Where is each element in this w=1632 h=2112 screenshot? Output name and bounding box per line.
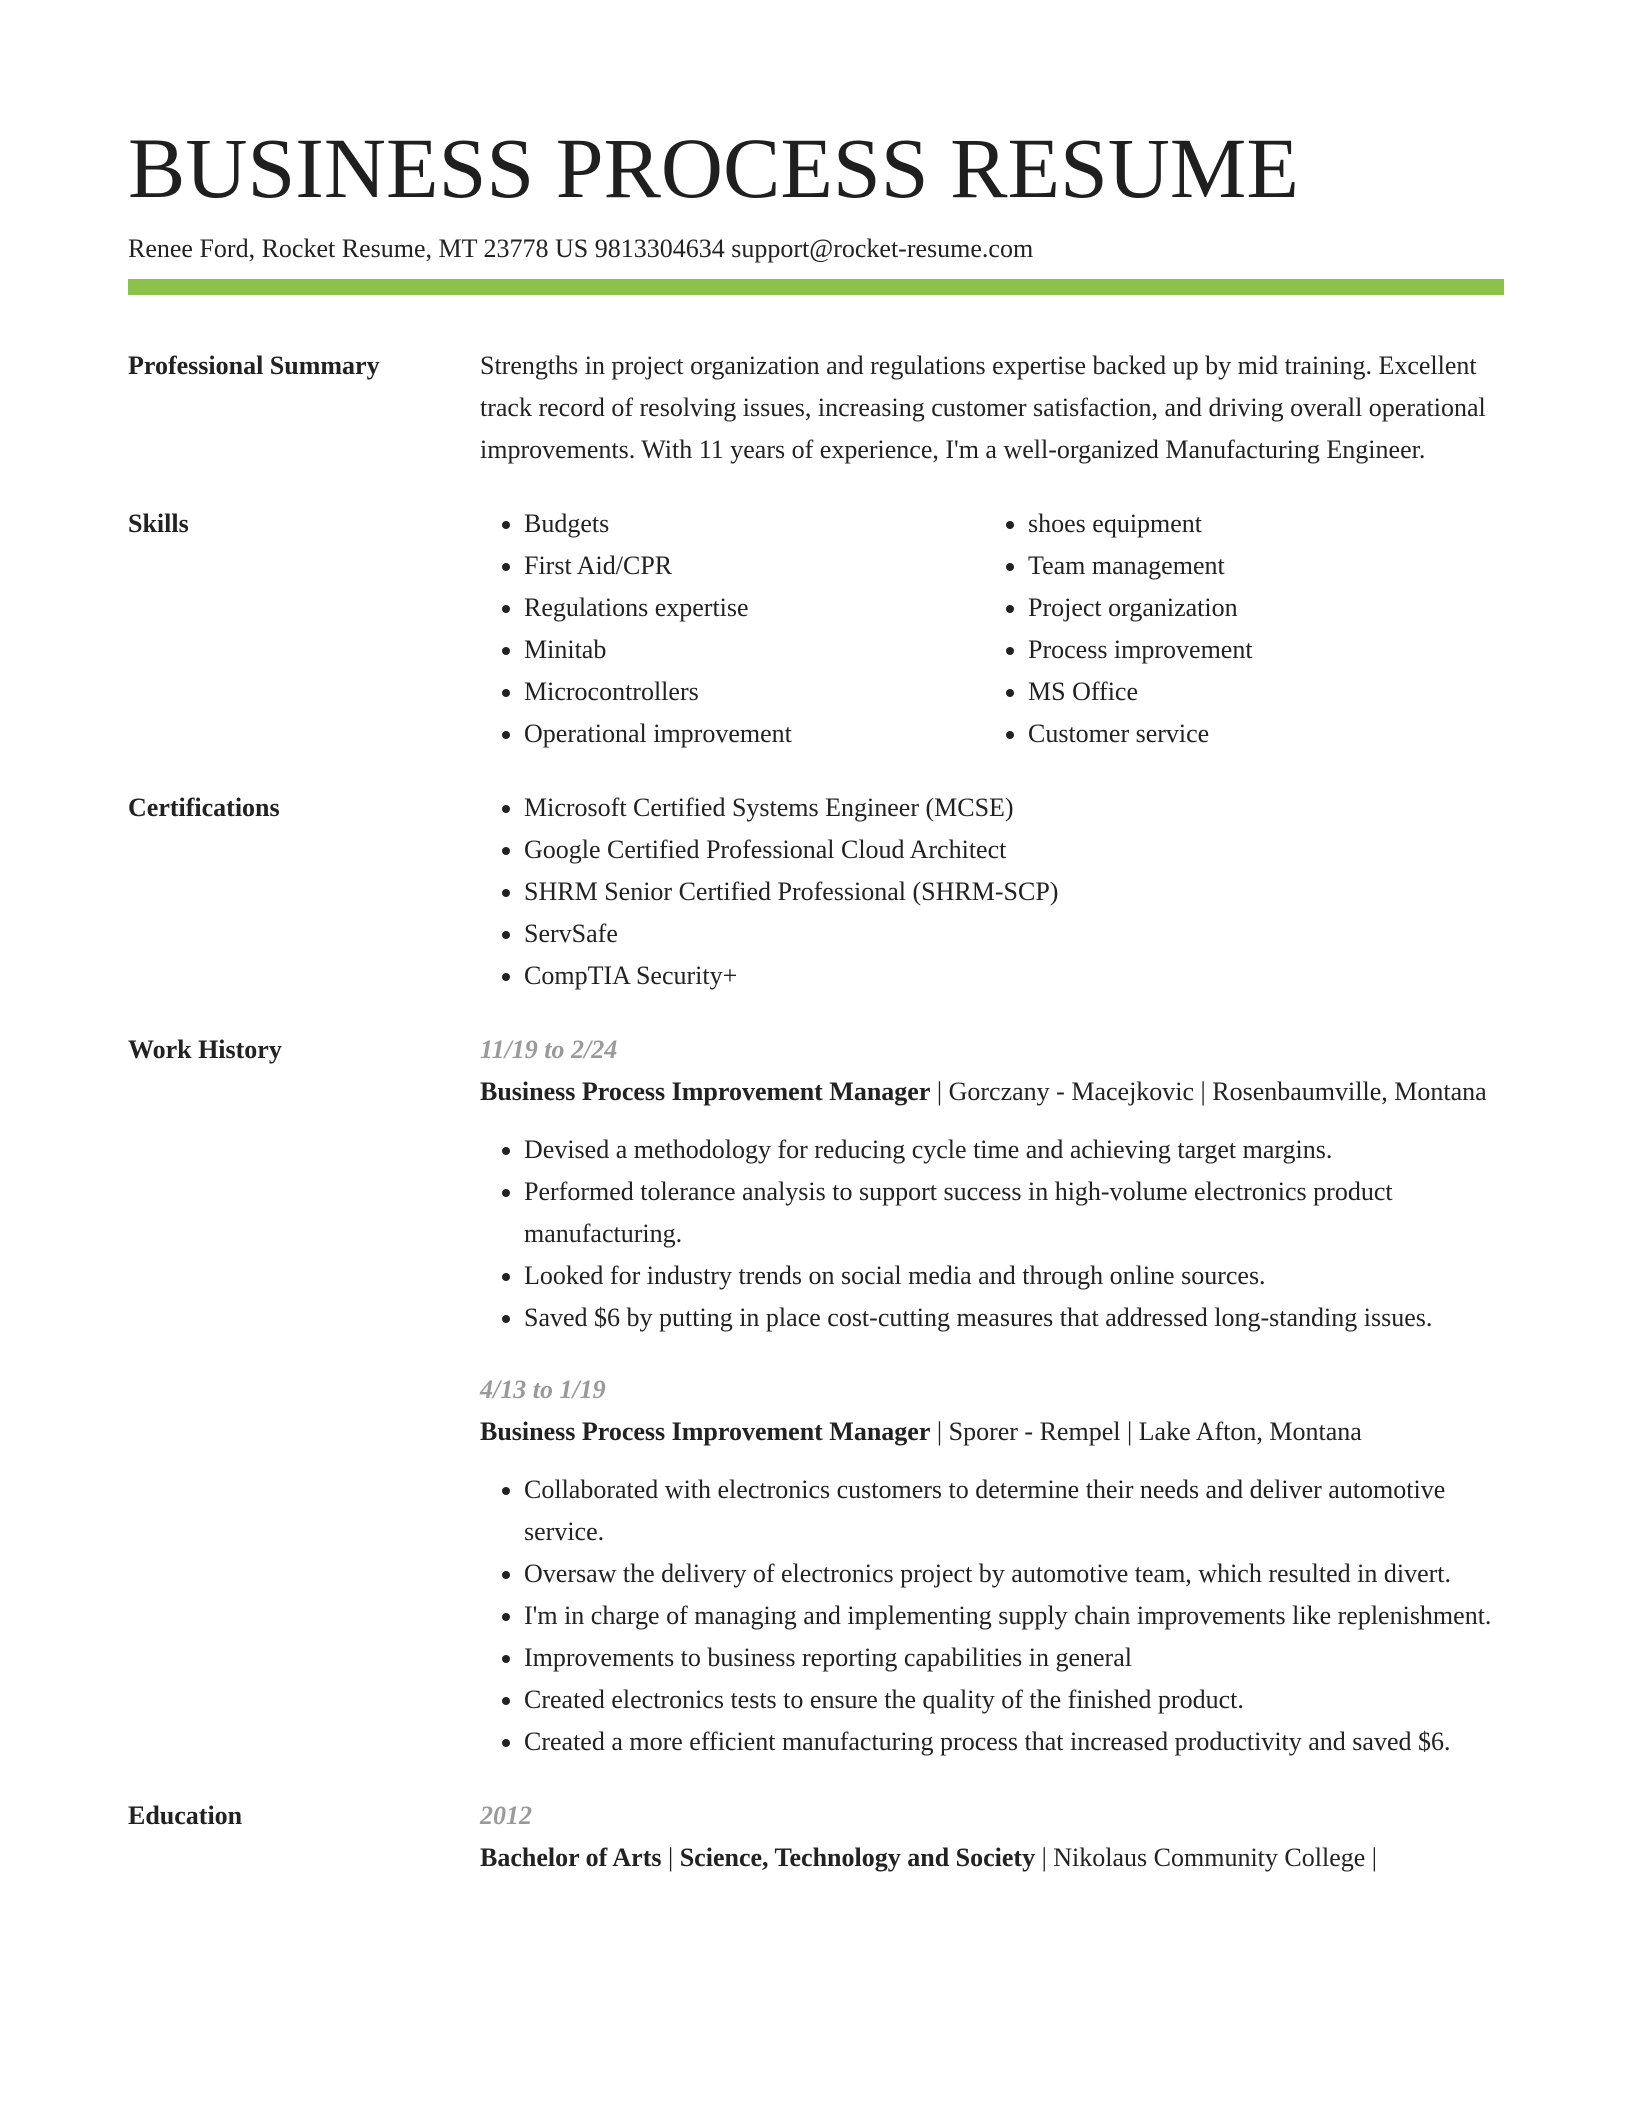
certifications-list [480, 787, 1504, 997]
job-heading [480, 1071, 1504, 1113]
resume-page [128, 0, 1504, 1879]
contact-line: Renee Ford, Rocket Resume, MT 23778 US 9813304634 support@rocket-resume.com [128, 234, 1034, 263]
certification-item: • SHRM Senior Certified Professional (SHRM-SCP) [524, 871, 1504, 913]
skills-list-right [984, 503, 1488, 755]
education-degree: Bachelor of Arts [480, 1843, 662, 1872]
summary-text: Strengths in project organization and regulations expertise backed up by mid training. Excellent track record of resolving issues, increasing customer satisfaction, and driving overall operational improvements. With 11 years of experience, I'm a well-organized Manufacturing Engineer. [480, 351, 1486, 464]
job-bullet: • Performed tolerance analysis to support success in high-volume electronics product manufacturing. [524, 1171, 1504, 1255]
job-title: Business Process Improvement Manager [480, 1077, 931, 1106]
job-title: Business Process Improvement Manager [480, 1417, 931, 1446]
section-label: Education [128, 1801, 243, 1830]
job-bullets [480, 1469, 1504, 1763]
job-entry [480, 1369, 1504, 1763]
skills-list-left [480, 503, 984, 755]
skills-section [128, 503, 1504, 755]
certifications-section [128, 787, 1504, 997]
skill-item: • shoes equipment [1028, 503, 1488, 545]
certification-item: • Google Certified Professional Cloud Architect [524, 829, 1504, 871]
job-bullet: • Created electronics tests to ensure the quality of the finished product. [524, 1679, 1504, 1721]
skill-item: • First Aid/CPR [524, 545, 984, 587]
job-bullet: • I'm in charge of managing and implementing supply chain improvements like replenishment. [524, 1595, 1504, 1637]
job-bullet: • Created a more efficient manufacturing process that increased productivity and saved $6. [524, 1721, 1504, 1763]
work-history-section [128, 1029, 1504, 1763]
job-bullet: • Looked for industry trends on social media and through online sources. [524, 1255, 1504, 1297]
job-entry [480, 1029, 1504, 1339]
section-label: Work History [128, 1035, 282, 1064]
header-divider [128, 279, 1504, 295]
skill-item: • Process improvement [1028, 629, 1488, 671]
job-bullet: • Oversaw the delivery of electronics project by automotive team, which resulted in divert. [524, 1553, 1504, 1595]
job-bullet: • Improvements to business reporting capabilities in general [524, 1637, 1504, 1679]
education-heading: Bachelor of Arts | Science, Technology and Society | Nikolaus Community College | [480, 1843, 1377, 1872]
skill-item: • Operational improvement [524, 713, 984, 755]
certification-item: • ServSafe [524, 913, 1504, 955]
professional-summary-section [128, 345, 1504, 471]
job-bullet: • Devised a methodology for reducing cycle time and achieving target margins. [524, 1129, 1504, 1171]
job-bullet: • Saved $6 by putting in place cost-cutting measures that addressed long-standing issues. [524, 1297, 1504, 1339]
job-bullet: • Collaborated with electronics customers to determine their needs and deliver automotive service. [524, 1469, 1504, 1553]
education-field: Science, Technology and Society [679, 1843, 1036, 1872]
skill-item: • Regulations expertise [524, 587, 984, 629]
job-dates: 11/19 to 2/24 [480, 1035, 618, 1064]
job-bullets [480, 1129, 1504, 1339]
education-dates: 2012 [480, 1801, 532, 1830]
job-heading [480, 1411, 1504, 1453]
education-section [128, 1795, 1504, 1879]
skill-item: • Team management [1028, 545, 1488, 587]
section-label: Certifications [128, 793, 280, 822]
section-label: Professional Summary [128, 351, 380, 380]
job-dates: 4/13 to 1/19 [480, 1375, 606, 1404]
education-details: | Nikolaus Community College | [1035, 1843, 1377, 1872]
job-details: | Sporer - Rempel | Lake Afton, Montana [930, 1417, 1362, 1446]
job-details: | Gorczany - Macejkovic | Rosenbaumville, Montana [930, 1077, 1487, 1106]
skill-item: • MS Office [1028, 671, 1488, 713]
skill-item: • Project organization [1028, 587, 1488, 629]
skill-item: • Minitab [524, 629, 984, 671]
skill-item: • Customer service [1028, 713, 1488, 755]
certification-item: • Microsoft Certified Systems Engineer (MCSE) [524, 787, 1504, 829]
section-label: Skills [128, 509, 189, 538]
resume-title: BUSINESS PROCESS RESUME [128, 120, 1299, 216]
skill-item: • Budgets [524, 503, 984, 545]
certification-item: • CompTIA Security+ [524, 955, 1504, 997]
skill-item: • Microcontrollers [524, 671, 984, 713]
